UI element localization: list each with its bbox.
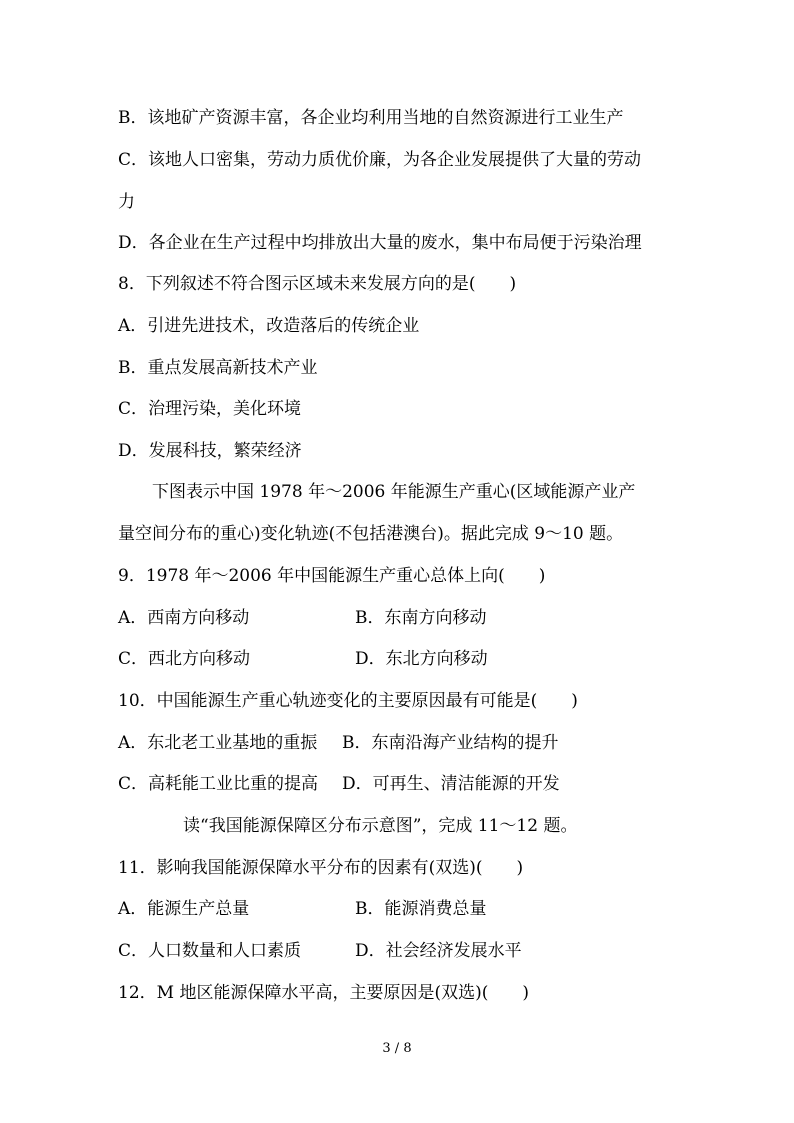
q10-option-a: A．东北老工业基地的重振 (118, 733, 318, 753)
q8-stem: 8．下列叙述不符合图示区域未来发展方向的是( ) (118, 274, 517, 294)
q12-stem: 12．M 地区能源保障水平高，主要原因是(双选)( ) (118, 983, 529, 1003)
q9-option-b: B．东南方向移动 (355, 608, 487, 628)
q7-option-d: D．各企业在生产过程中均排放出大量的废水，集中布局便于污染治理 (118, 233, 642, 253)
q9-stem: 9．1978 年～2006 年中国能源生产重心总体上向( ) (118, 566, 546, 586)
q7-option-b: B．该地矿产资源丰富，各企业均利用当地的自然资源进行工业生产 (118, 108, 624, 128)
q11-option-b: B．能源消费总量 (355, 899, 487, 919)
q10-stem: 10．中国能源生产重心轨迹变化的主要原因最有可能是( ) (118, 691, 578, 711)
q11-options-row2 (118, 939, 522, 963)
q9-option-c: C．西北方向移动 (118, 649, 251, 669)
q10-options-row1 (118, 731, 559, 755)
q11-stem: 11．影响我国能源保障水平分布的因素有(双选)( ) (118, 858, 524, 878)
q11-option-d: D．社会经济发展水平 (355, 941, 522, 961)
page-number: 3 / 8 (382, 1041, 412, 1056)
q9-option-d: D．东北方向移动 (355, 649, 488, 669)
q8-option-b: B．重点发展高新技术产业 (118, 358, 318, 378)
q8-option-d: D．发展科技，繁荣经济 (118, 441, 302, 461)
q9-options-row1 (118, 606, 487, 630)
q11-option-c: C．人口数量和人口素质 (118, 941, 302, 961)
q7-option-c-line1: C．该地人口密集，劳动力质优价廉，为各企业发展提供了大量的劳动 (118, 150, 642, 170)
q10-option-b: B．东南沿海产业结构的提升 (342, 733, 559, 753)
q11-options-row1 (118, 897, 487, 921)
intro-11-12: 读“我国能源保障区分布示意图”，完成 11～12 题。 (183, 816, 578, 836)
q10-option-d: D．可再生、清洁能源的开发 (342, 774, 560, 794)
q8-option-c: C．治理污染，美化环境 (118, 399, 302, 419)
q10-option-c: C．高耗能工业比重的提高 (118, 774, 319, 794)
intro-9-10-line2: 量空间分布的重心)变化轨迹(不包括港澳台)。据此完成 9～10 题。 (118, 524, 624, 544)
q7-option-c-line2: 力 (118, 192, 135, 212)
q10-options-row2 (118, 772, 560, 796)
q11-option-a: A．能源生产总量 (118, 899, 250, 919)
q8-option-a: A．引进先进技术，改造落后的传统企业 (118, 316, 420, 336)
q9-option-a: A．西南方向移动 (118, 608, 250, 628)
q9-options-row2 (118, 647, 488, 671)
intro-9-10-line1: 下图表示中国 1978 年～2006 年能源生产重心(区域能源产业产 (152, 482, 636, 502)
